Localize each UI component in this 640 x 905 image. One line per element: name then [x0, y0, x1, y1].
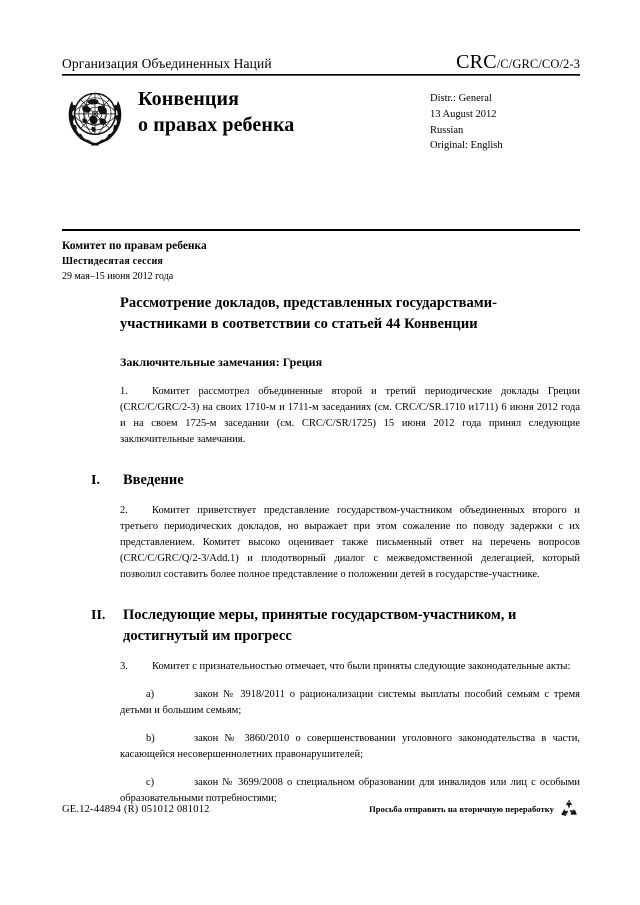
convention-title-line2: о правах ребенка: [138, 113, 295, 136]
list-item: [120, 687, 580, 719]
list-item-letter: c): [146, 777, 155, 789]
page-subtitle: Заключительные замечания: Греция: [120, 355, 323, 370]
recycle-notice: [369, 798, 580, 820]
list-item-text: закон № 3918/2011 о рационализации системы выплаты пособий семьям с тремя детьми и большим семьям;: [120, 689, 580, 717]
section-introduction: [91, 470, 580, 583]
section-title: Введение: [123, 471, 184, 488]
convention-title-line1: Конвенция: [138, 88, 239, 111]
un-emblem-icon: [64, 86, 126, 148]
paragraph-3: [120, 659, 580, 675]
document-symbol: [456, 52, 580, 72]
session-name: Шестидесятая сессия: [62, 255, 164, 267]
paragraph-number: 2.: [120, 505, 128, 517]
distribution-date: 13 August 2012: [430, 108, 497, 120]
masthead: [62, 52, 580, 154]
list-item-text: закон № 3699/2008 о специальном образовании для инвалидов или лиц с особыми образовательными потребностями;: [120, 777, 580, 804]
section-followup-measures: [91, 605, 580, 807]
distribution-original: Original: English: [430, 140, 503, 152]
organization-name: Организация Объединенных Наций: [62, 56, 272, 72]
distribution-block: [430, 86, 580, 154]
paragraph-text: Комитет с признательностью отмечает, что были приняты следующие законодательные акты:: [152, 661, 571, 673]
recycle-text: Просьба отправить на вторичную переработку: [369, 804, 554, 814]
list-item-text: закон № 3860/2010 о совершенствовании уголовного законодательства в части, касающейся несовершеннолетних правонарушителей;: [120, 733, 580, 761]
section-heading: [91, 470, 580, 491]
document-content: [91, 293, 580, 807]
section-number: I.: [91, 472, 100, 488]
section-heading: [91, 605, 580, 646]
paragraph-1: [120, 384, 580, 448]
document-code: GE.12-44894 (R) 051012 081012: [62, 803, 210, 815]
committee-name: Комитет по правам ребенка: [62, 240, 207, 252]
paragraph-number: 1.: [120, 385, 128, 397]
paragraph-text: Комитет приветствует представление государством-участником объединенных второго и третьего периодических докладов, но выражает при этом сожаление по поводу задержки с их представлением. Комитет высоко оценивает также письменный ответ на перечень вопросов (CRC/C/GRC/Q/2-3/Add.1) и плодотворный диалог с межведомственной делегацией, который позволил составить более полное представление о положении детей в государстве-участнике.: [120, 505, 580, 581]
paragraph-number: 3.: [120, 661, 128, 673]
list-item-letter: b): [146, 733, 155, 745]
page-title: Рассмотрение докладов, представленных государствами-участниками в соответствии со статьей 44 Конвенции: [120, 295, 498, 332]
session-dates: 29 мая–15 июня 2012 года: [62, 271, 174, 283]
committee-block: [62, 238, 580, 284]
recycle-icon: [558, 798, 580, 820]
masthead-divider: [62, 74, 580, 76]
list-item: [120, 731, 580, 763]
masthead-body: [62, 86, 580, 154]
list-item-letter: a): [146, 689, 155, 701]
masthead-top-row: [62, 52, 580, 74]
distribution-type: Distr.: General: [430, 93, 492, 105]
section-divider: [62, 229, 580, 231]
paragraph-2: [120, 503, 580, 583]
page-footer: [62, 798, 580, 820]
section-title: Последующие меры, принятые государством-участником, и достигнутый им прогресс: [123, 607, 517, 644]
distribution-language: Russian: [430, 124, 464, 136]
paragraph-text: Комитет рассмотрел объединенные второй и третий периодические доклады Греции (CRC/C/GRC/2-3) на своих 1710-м и 1711-м заседаниях (см. CRC/C/SR.1710 и1711) 6 июня 2012 года и на своем 1725-м заседании (см. CRC/C/SR/1725) 15 июня 2012 года принял следующие заключительные замечания.: [120, 385, 580, 445]
document-symbol-suffix: /C/GRC/CO/2-3: [496, 57, 580, 71]
section-number: II.: [91, 608, 106, 624]
document-symbol-main: CRC: [456, 51, 497, 73]
convention-title: [138, 86, 430, 138]
